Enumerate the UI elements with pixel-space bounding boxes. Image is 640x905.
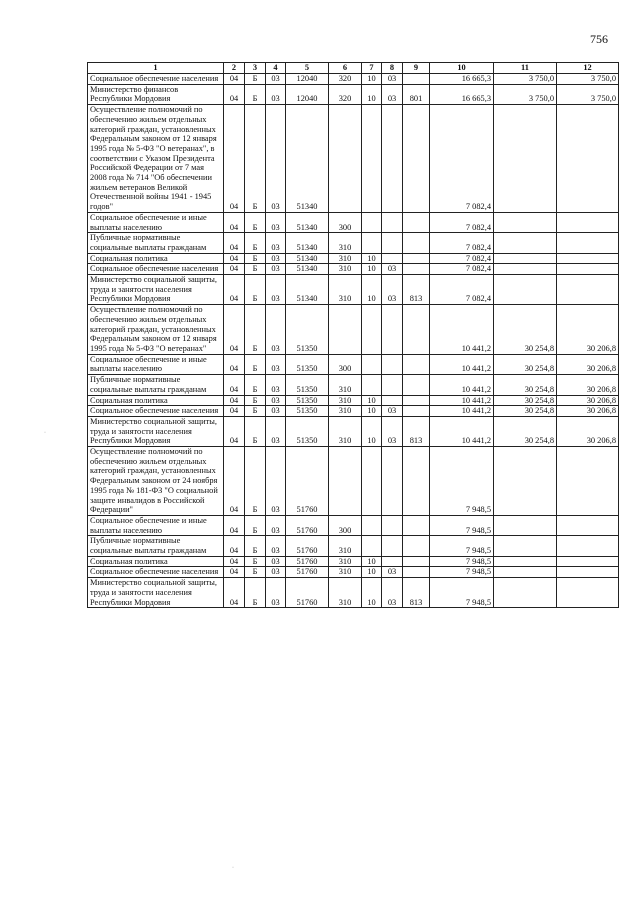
amount-col-11 [494,264,557,275]
chapter-code [362,447,382,516]
amount-col-10: 10 441,2 [430,395,494,406]
chapter-code: 10 [362,578,382,608]
section-code: 04 [224,578,245,608]
subchapter-code [382,515,403,535]
table-row [88,233,619,253]
subsection-code: Б [245,305,266,355]
table-row [88,84,619,104]
row-name: Социальная политика [88,395,224,406]
program-code: 03 [266,556,286,567]
amount-col-11: 30 254,8 [494,354,557,374]
amount-col-12 [557,556,619,567]
expense-type-code: 300 [329,212,362,232]
subsection-code: Б [245,515,266,535]
subchapter-code [382,233,403,253]
row-name: Социальное обеспечение и иные выплаты населению [88,212,224,232]
expense-type-code: 310 [329,406,362,417]
chapter-code [362,375,382,395]
amount-col-10: 10 441,2 [430,406,494,417]
target-code: 12040 [286,74,329,85]
section-code: 04 [224,556,245,567]
row-name: Министерство социальной защиты, труда и занятости населения Республики Мордовия [88,416,224,446]
section-code: 04 [224,416,245,446]
subsection-code: Б [245,212,266,232]
section-code: 04 [224,536,245,556]
table-row [88,275,619,305]
amount-col-11 [494,212,557,232]
subsection-code: Б [245,74,266,85]
target-code: 12040 [286,84,329,104]
expense-type-code: 320 [329,84,362,104]
row-name: Осуществление полномочий по обеспечению жильем отдельных категорий граждан, установленных Федеральным законом от 12 января 1995 года № 5-ФЗ "О ветеранах" [88,305,224,355]
section-code: 04 [224,275,245,305]
row-name: Социальная политика [88,556,224,567]
program-code: 03 [266,406,286,417]
amount-col-10: 10 441,2 [430,354,494,374]
subchapter-code: 03 [382,264,403,275]
row-name: Социальная политика [88,253,224,264]
amount-col-11 [494,233,557,253]
target-code: 51350 [286,305,329,355]
ministry-code [403,264,430,275]
chapter-code [362,233,382,253]
target-code: 51760 [286,567,329,578]
header-cell: 12 [557,63,619,74]
header-cell: 1 [88,63,224,74]
section-code: 04 [224,395,245,406]
amount-col-12: 30 206,8 [557,305,619,355]
expense-type-code: 310 [329,556,362,567]
ministry-code [403,515,430,535]
amount-col-10: 10 441,2 [430,305,494,355]
row-name: Социальное обеспечение и иные выплаты населению [88,354,224,374]
amount-col-12: 30 206,8 [557,375,619,395]
amount-col-11: 3 750,0 [494,74,557,85]
subchapter-code: 03 [382,275,403,305]
subchapter-code [382,354,403,374]
amount-col-12: 30 206,8 [557,416,619,446]
header-cell: 8 [382,63,403,74]
table-row [88,253,619,264]
chapter-code [362,354,382,374]
program-code: 03 [266,567,286,578]
program-code: 03 [266,578,286,608]
amount-col-10: 7 082,4 [430,212,494,232]
amount-col-10: 7 948,5 [430,556,494,567]
amount-col-10: 7 948,5 [430,447,494,516]
amount-col-11 [494,567,557,578]
table-row [88,515,619,535]
amount-col-12 [557,536,619,556]
subsection-code: Б [245,395,266,406]
amount-col-11: 3 750,0 [494,84,557,104]
section-code: 04 [224,375,245,395]
subchapter-code [382,375,403,395]
expense-type-code: 320 [329,74,362,85]
expense-type-code: 310 [329,395,362,406]
target-code: 51350 [286,395,329,406]
program-code: 03 [266,84,286,104]
amount-col-12 [557,233,619,253]
amount-col-12 [557,567,619,578]
ministry-code [403,447,430,516]
header-cell: 4 [266,63,286,74]
amount-col-10: 10 441,2 [430,416,494,446]
table-row [88,447,619,516]
expense-type-code: 310 [329,375,362,395]
subsection-code: Б [245,354,266,374]
header-cell: 5 [286,63,329,74]
amount-col-11 [494,536,557,556]
subsection-code: Б [245,264,266,275]
subsection-code: Б [245,416,266,446]
program-code: 03 [266,275,286,305]
target-code: 51350 [286,375,329,395]
amount-col-11: 30 254,8 [494,406,557,417]
header-cell: 6 [329,63,362,74]
subsection-code: Б [245,275,266,305]
subsection-code: Б [245,556,266,567]
ministry-code [403,395,430,406]
section-code: 04 [224,305,245,355]
section-code: 04 [224,567,245,578]
amount-col-10: 10 441,2 [430,375,494,395]
expense-type-code: 310 [329,416,362,446]
target-code: 51340 [286,105,329,213]
target-code: 51340 [286,264,329,275]
subchapter-code: 03 [382,406,403,417]
subchapter-code [382,253,403,264]
chapter-code: 10 [362,264,382,275]
chapter-code: 10 [362,84,382,104]
chapter-code: 10 [362,556,382,567]
section-code: 04 [224,406,245,417]
subchapter-code [382,212,403,232]
target-code: 51340 [286,212,329,232]
row-name: Осуществление полномочий по обеспечению жильем отдельных категорий граждан, установленных Федеральным законом от 12 января 1995 года № 5-ФЗ "О ветеранах", в соответствии с Указом Президента Российской Федерации от 7 мая 2008 года № 714 "Об обеспечении жильем ветеранов Великой Отечественной войны 1941 - 1945 годов" [88,105,224,213]
section-code: 04 [224,264,245,275]
program-code: 03 [266,305,286,355]
table-row [88,264,619,275]
chapter-code: 10 [362,74,382,85]
section-code: 04 [224,447,245,516]
amount-col-12: 30 206,8 [557,395,619,406]
section-code: 04 [224,515,245,535]
amount-col-11 [494,578,557,608]
table-row [88,212,619,232]
row-name: Министерство социальной защиты, труда и занятости населения Республики Мордовия [88,275,224,305]
subchapter-code [382,105,403,213]
target-code: 51760 [286,536,329,556]
header-cell: 2 [224,63,245,74]
chapter-code [362,105,382,213]
target-code: 51760 [286,515,329,535]
program-code: 03 [266,74,286,85]
table-row [88,305,619,355]
ministry-code [403,212,430,232]
amount-col-12 [557,515,619,535]
scan-mark: · [44,430,46,436]
ministry-code [403,556,430,567]
amount-col-11 [494,275,557,305]
ministry-code [403,74,430,85]
target-code: 51760 [286,447,329,516]
amount-col-10: 7 082,4 [430,105,494,213]
amount-col-11: 30 254,8 [494,416,557,446]
program-code: 03 [266,233,286,253]
amount-col-11 [494,515,557,535]
amount-col-10: 7 948,5 [430,515,494,535]
page-number: 756 [590,32,608,46]
program-code: 03 [266,105,286,213]
amount-col-10: 16 665,3 [430,74,494,85]
expense-type-code: 300 [329,354,362,374]
expense-type-code: 300 [329,515,362,535]
section-code: 04 [224,105,245,213]
ministry-code: 813 [403,416,430,446]
chapter-code [362,305,382,355]
expense-type-code: 310 [329,536,362,556]
subsection-code: Б [245,233,266,253]
expense-type-code: 310 [329,264,362,275]
row-name: Осуществление полномочий по обеспечению жильем отдельных категорий граждан, установленных Федеральным законом от 24 ноября 1995 года № 181-ФЗ "О социальной защите инвалидов в Российской Федерации" [88,447,224,516]
section-code: 04 [224,354,245,374]
amount-col-12: 30 206,8 [557,354,619,374]
ministry-code [403,567,430,578]
amount-col-11 [494,556,557,567]
target-code: 51350 [286,354,329,374]
header-cell: 11 [494,63,557,74]
amount-col-11: 30 254,8 [494,305,557,355]
amount-col-12 [557,212,619,232]
row-name: Публичные нормативные социальные выплаты гражданам [88,375,224,395]
program-code: 03 [266,515,286,535]
program-code: 03 [266,536,286,556]
subsection-code: Б [245,84,266,104]
chapter-code: 10 [362,275,382,305]
row-name: Социальное обеспечение населения [88,264,224,275]
expense-type-code: 310 [329,253,362,264]
target-code: 51760 [286,556,329,567]
subsection-code: Б [245,578,266,608]
table-row [88,567,619,578]
chapter-code [362,515,382,535]
subchapter-code: 03 [382,74,403,85]
ministry-code [403,375,430,395]
subchapter-code: 03 [382,84,403,104]
scan-mark: · [232,865,234,871]
expense-type-code [329,305,362,355]
table-row [88,406,619,417]
table-row [88,536,619,556]
program-code: 03 [266,253,286,264]
expense-type-code: 310 [329,275,362,305]
section-code: 04 [224,84,245,104]
header-cell: 10 [430,63,494,74]
amount-col-10: 7 082,4 [430,275,494,305]
amount-col-12 [557,253,619,264]
target-code: 51340 [286,233,329,253]
expense-type-code: 310 [329,233,362,253]
expense-type-code [329,105,362,213]
table-row [88,556,619,567]
subsection-code: Б [245,375,266,395]
table-row [88,395,619,406]
subsection-code: Б [245,406,266,417]
subchapter-code [382,536,403,556]
chapter-code: 10 [362,395,382,406]
amount-col-10: 7 948,5 [430,578,494,608]
amount-col-12 [557,275,619,305]
amount-col-11: 30 254,8 [494,375,557,395]
header-row [88,63,619,74]
row-name: Публичные нормативные социальные выплаты гражданам [88,233,224,253]
amount-col-12 [557,264,619,275]
subsection-code: Б [245,567,266,578]
ministry-code [403,406,430,417]
table-row [88,105,619,213]
amount-col-12 [557,578,619,608]
program-code: 03 [266,264,286,275]
subsection-code: Б [245,253,266,264]
amount-col-11 [494,447,557,516]
chapter-code: 10 [362,406,382,417]
amount-col-10: 7 082,4 [430,253,494,264]
table-row [88,375,619,395]
expense-type-code [329,447,362,516]
amount-col-12: 3 750,0 [557,74,619,85]
header-cell: 9 [403,63,430,74]
subchapter-code [382,395,403,406]
subsection-code: Б [245,536,266,556]
ministry-code: 813 [403,275,430,305]
amount-col-11 [494,105,557,213]
ministry-code [403,253,430,264]
row-name: Министерство социальной защиты, труда и занятости населения Республики Мордовия [88,578,224,608]
row-name: Социальное обеспечение населения [88,74,224,85]
section-code: 04 [224,253,245,264]
section-code: 04 [224,233,245,253]
chapter-code: 10 [362,416,382,446]
target-code: 51340 [286,253,329,264]
row-name: Социальное обеспечение населения [88,406,224,417]
subchapter-code [382,556,403,567]
amount-col-11 [494,253,557,264]
chapter-code [362,536,382,556]
row-name: Министерство финансов Республики Мордовия [88,84,224,104]
table-row [88,354,619,374]
subsection-code: Б [245,105,266,213]
ministry-code [403,233,430,253]
expense-type-code: 310 [329,567,362,578]
table-row [88,416,619,446]
ministry-code [403,536,430,556]
target-code: 51350 [286,416,329,446]
ministry-code [403,105,430,213]
row-name: Социальное обеспечение и иные выплаты населению [88,515,224,535]
row-name: Публичные нормативные социальные выплаты гражданам [88,536,224,556]
header-cell: 7 [362,63,382,74]
amount-col-10: 7 948,5 [430,567,494,578]
subchapter-code [382,447,403,516]
subchapter-code: 03 [382,416,403,446]
ministry-code: 813 [403,578,430,608]
program-code: 03 [266,375,286,395]
chapter-code: 10 [362,253,382,264]
subchapter-code: 03 [382,578,403,608]
section-code: 04 [224,212,245,232]
amount-col-12: 30 206,8 [557,406,619,417]
table-row [88,578,619,608]
amount-col-12 [557,447,619,516]
target-code: 51760 [286,578,329,608]
section-code: 04 [224,74,245,85]
ministry-code [403,354,430,374]
ministry-code: 801 [403,84,430,104]
chapter-code: 10 [362,567,382,578]
row-name: Социальное обеспечение населения [88,567,224,578]
table-row [88,74,619,85]
target-code: 51350 [286,406,329,417]
program-code: 03 [266,212,286,232]
amount-col-11: 30 254,8 [494,395,557,406]
subchapter-code [382,305,403,355]
program-code: 03 [266,416,286,446]
amount-col-10: 7 082,4 [430,233,494,253]
subsection-code: Б [245,447,266,516]
amount-col-10: 16 665,3 [430,84,494,104]
expense-type-code: 310 [329,578,362,608]
ministry-code [403,305,430,355]
amount-col-12 [557,105,619,213]
program-code: 03 [266,354,286,374]
target-code: 51340 [286,275,329,305]
subchapter-code: 03 [382,567,403,578]
program-code: 03 [266,395,286,406]
chapter-code [362,212,382,232]
header-cell: 3 [245,63,266,74]
amount-col-12: 3 750,0 [557,84,619,104]
amount-col-10: 7 948,5 [430,536,494,556]
program-code: 03 [266,447,286,516]
amount-col-10: 7 082,4 [430,264,494,275]
budget-table [87,62,619,608]
